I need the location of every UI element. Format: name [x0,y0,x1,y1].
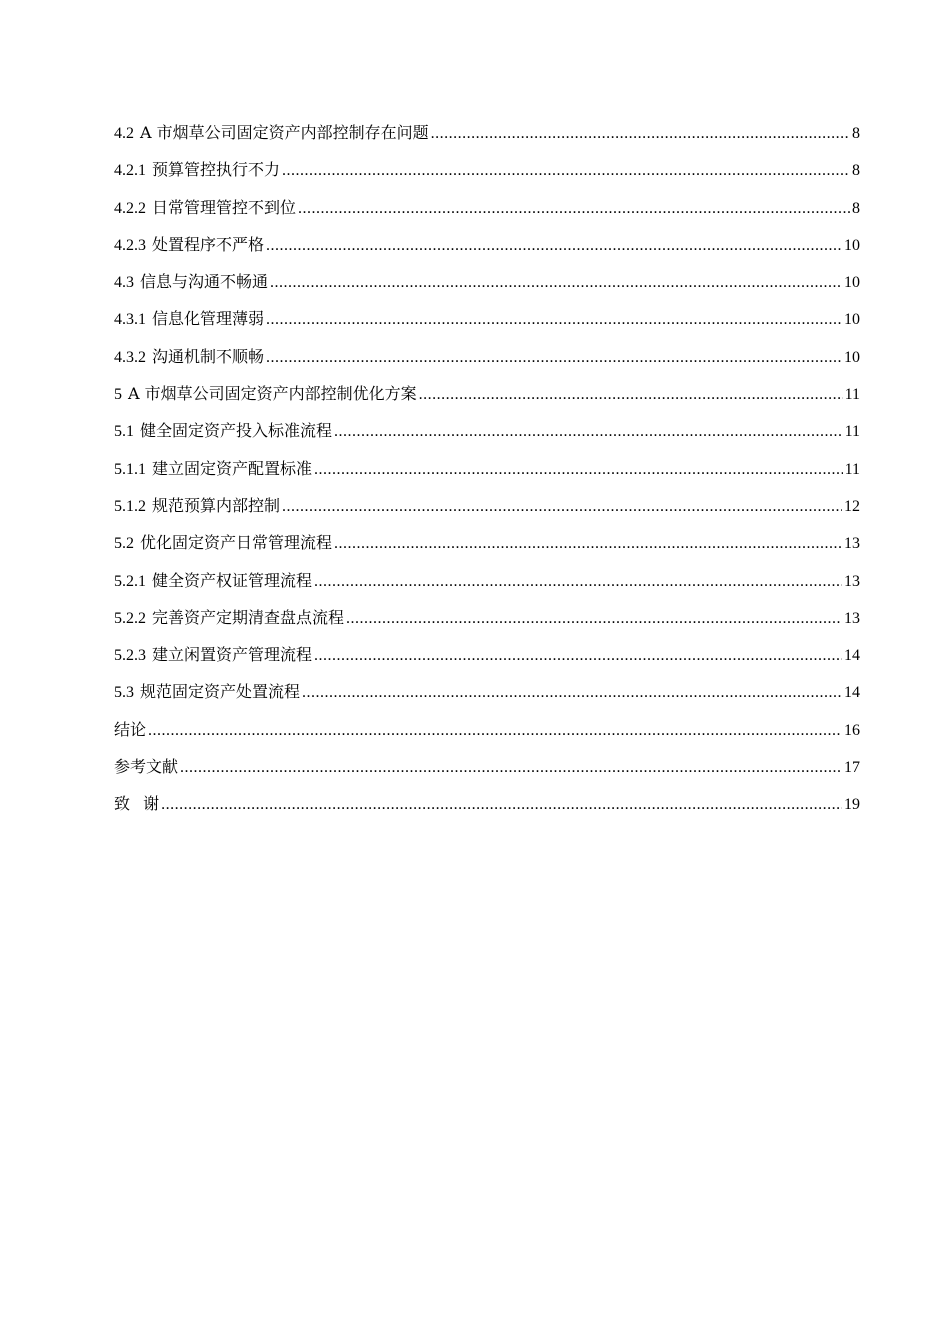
toc-entry-page: 13 [844,535,860,553]
toc-dot-leader [334,423,843,441]
toc-entry-number: 5.2 [114,535,134,553]
toc-entry-number: 4.2.2 [114,199,146,217]
toc-dot-leader [346,610,842,628]
toc-entry-page: 12 [844,497,860,515]
toc-entry-title: 沟通机制不顺畅 [152,346,265,366]
toc-dot-leader [431,125,850,143]
toc-entry[interactable] [114,344,860,381]
toc-entry-number: 4.3 [114,274,134,292]
toc-dot-leader [266,237,842,255]
toc-entry-page: 13 [844,572,860,590]
toc-entry-number: 5.1 [114,423,134,441]
toc-entry-page: 14 [844,684,860,702]
toc-dot-leader [334,535,842,553]
toc-entry-number: 4.3.2 [114,348,146,366]
toc-dot-leader [282,498,842,516]
toc-entry-title: 信息化管理薄弱 [152,309,265,329]
toc-dot-leader [314,647,842,665]
toc-entry-page: 8 [852,125,860,142]
toc-entry-title: A 市烟草公司固定资产内部控制优化方案 [128,384,417,404]
toc-entry-title: 规范预算内部控制 [152,495,281,515]
toc-entry[interactable] [114,232,860,269]
toc-entry-page: 16 [844,721,860,739]
toc-entry-number: 5.2.1 [114,572,146,590]
toc-entry-title: 日常管理管控不到位 [152,197,297,217]
toc-entry-number: 4.2 [114,125,134,142]
toc-entry[interactable] [114,306,860,343]
table-of-contents [114,120,860,829]
toc-dot-leader [314,573,842,591]
toc-entry-title: 完善资产定期清查盘点流程 [152,607,345,627]
toc-entry-title: 建立闲置资产管理流程 [152,645,313,665]
toc-entry[interactable] [114,568,860,605]
toc-entry-page: 19 [844,796,860,814]
toc-entry-page: 11 [844,386,860,404]
toc-entry-page: 10 [844,311,860,329]
toc-dot-leader [298,200,850,218]
toc-dot-leader [270,274,842,292]
toc-entry-number: 4.3.1 [114,311,146,329]
toc-entry-number: 5 [114,386,122,404]
toc-entry[interactable] [114,717,860,754]
toc-entry-number: 4.2.1 [114,162,146,180]
toc-dot-leader [266,349,842,367]
toc-entry[interactable] [114,754,860,791]
toc-entry-title: 参考文献 [114,757,179,777]
toc-dot-leader [419,386,843,404]
toc-entry[interactable] [114,605,860,642]
toc-entry-title: 优化固定资产日常管理流程 [140,533,333,553]
toc-entry[interactable] [114,642,860,679]
toc-dot-leader [266,311,842,329]
toc-entry-page: 17 [844,759,860,777]
toc-entry[interactable] [114,269,860,306]
toc-entry-page: 10 [844,274,860,292]
toc-entry-title: 健全固定资产投入标准流程 [140,421,333,441]
toc-entry-title: 致 谢 [114,794,160,814]
toc-entry-number: 5.2.3 [114,647,146,665]
toc-entry-title: 规范固定资产处置流程 [140,682,301,702]
toc-entry-title: 信息与沟通不畅通 [140,272,269,292]
toc-entry-number: 5.2.2 [114,609,146,627]
toc-entry-title: 预算管控执行不力 [152,160,281,180]
toc-entry-number: 5.3 [114,684,134,702]
toc-entry-page: 14 [844,647,860,665]
toc-entry[interactable] [114,791,860,828]
toc-entry-number: 4.2.3 [114,236,146,254]
toc-entry[interactable] [114,679,860,716]
toc-entry-page: 11 [844,423,860,441]
toc-entry-title: 建立固定资产配置标准 [152,458,313,478]
toc-entry[interactable] [114,418,860,455]
toc-entry[interactable] [114,493,860,530]
toc-entry-page: 10 [844,236,860,254]
toc-entry-number: 5.1.2 [114,497,146,515]
toc-entry-title: 处置程序不严格 [152,234,265,254]
toc-entry[interactable] [114,157,860,194]
toc-entry-page: 10 [844,348,860,366]
toc-entry[interactable] [114,195,860,232]
toc-entry-title: 结论 [114,719,147,739]
toc-dot-leader [302,684,842,702]
toc-entry[interactable] [114,530,860,567]
toc-dot-leader [148,722,842,740]
toc-entry-page: 11 [844,460,860,478]
toc-entry-number: 5.1.1 [114,460,146,478]
toc-entry[interactable] [114,120,860,157]
toc-entry-page: 8 [852,162,860,180]
toc-entry[interactable] [114,456,860,493]
toc-entry-page: 8 [852,199,860,217]
toc-dot-leader [314,461,843,479]
toc-entry-title: 健全资产权证管理流程 [152,570,313,590]
toc-entry-title: A 市烟草公司固定资产内部控制存在问题 [140,123,429,142]
toc-dot-leader [180,759,842,777]
toc-entry-page: 13 [844,609,860,627]
toc-entry[interactable] [114,381,860,418]
toc-dot-leader [161,796,842,814]
toc-dot-leader [282,162,850,180]
